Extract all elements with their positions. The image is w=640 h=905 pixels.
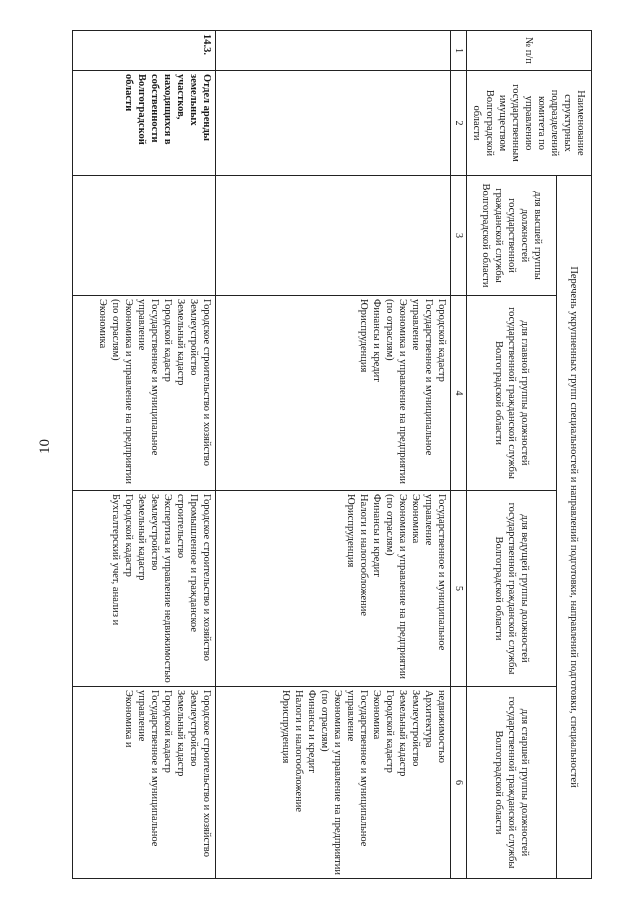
- specialty-item: Земельный кадастр: [175, 690, 186, 777]
- specialty-item: Экономика и управление на предприятии (по отраслям): [384, 299, 408, 484]
- page-number: 10: [37, 439, 53, 454]
- specialty-item: Экономика: [371, 690, 382, 740]
- header-division: Наименование структурных подразделений комитета по управлению государственным имуществом Волгоградской области: [467, 71, 592, 176]
- row-highest: [216, 176, 451, 296]
- row-leading: [73, 491, 216, 687]
- header-row-1: [557, 31, 592, 879]
- specialty-item: Землеустройство: [410, 690, 421, 767]
- header-main: для главной группы должностей государственной гражданской службы Волгоградской области: [467, 296, 557, 491]
- row-num: 14.3.: [73, 31, 216, 71]
- specialties-table: [72, 30, 592, 879]
- row-division: [216, 71, 451, 176]
- specialty-item: Юриспруденция: [280, 690, 291, 764]
- specialty-item: Юриспруденция: [358, 299, 369, 373]
- specialty-item: Городской кадастр: [162, 299, 173, 382]
- specialty-item: Финансы и кредит: [371, 494, 382, 577]
- row-division: Отдел аренды земельных участков, находящихся в собственности Волгоградской области: [73, 71, 216, 176]
- specialty-item: Городской кадастр: [162, 690, 173, 773]
- table-row: [216, 31, 451, 879]
- specialty-item: Архитектура: [423, 690, 434, 748]
- row-senior: [216, 687, 451, 879]
- specialty-item: Земельный кадастр: [136, 494, 147, 581]
- specialty-item: Экономика: [97, 299, 108, 349]
- specialty-item: Городское строительство и хозяйство: [201, 690, 212, 857]
- specialty-item: Финансы и кредит: [371, 299, 382, 382]
- specialty-item: Землеустройство: [149, 494, 160, 571]
- row-leading: [216, 491, 451, 687]
- header-highest: для высшей группы должностей государственной гражданской службы Волгоградской области: [467, 176, 557, 296]
- specialty-item: Городской кадастр: [123, 494, 134, 577]
- header-senior: для старшей группы должностей государственной гражданской службы Волгоградской области: [467, 687, 557, 879]
- col-number: 5: [451, 491, 467, 687]
- specialty-item: Финансы и кредит: [306, 690, 317, 773]
- specialty-item: Городской кадастр: [384, 690, 395, 773]
- specialty-item: Экспертиза и управление недвижимостью: [162, 494, 173, 683]
- specialty-item: Юриспруденция: [345, 494, 356, 568]
- specialty-item: Землеустройство: [188, 690, 199, 767]
- row-highest: [73, 176, 216, 296]
- specialty-item: Бухгалтерский учет, анализ и: [110, 494, 121, 626]
- specialty-item: Экономика и: [123, 690, 134, 748]
- specialty-item: Земельный кадастр: [397, 690, 408, 777]
- col-number: 1: [451, 31, 467, 71]
- col-number: 4: [451, 296, 467, 491]
- specialty-item: Государственное и муниципальное управление: [423, 494, 447, 651]
- header-leading: для ведущей группы должностей государственной гражданской службы Волгоградской области: [467, 491, 557, 687]
- col-number: 6: [451, 687, 467, 879]
- row-num: [216, 31, 451, 71]
- specialty-item: Городское строительство и хозяйство: [201, 299, 212, 466]
- specialty-item: Экономика и управление на предприятии (по отраслям): [110, 299, 134, 484]
- specialty-item: Землеустройство: [188, 299, 199, 376]
- specialty-item: Земельный кадастр: [175, 299, 186, 386]
- row-main: [73, 296, 216, 491]
- specialty-item: Городское строительство и хозяйство: [201, 494, 212, 661]
- rotated-table-wrapper: [72, 30, 592, 878]
- specialty-item: недвижимостью: [436, 690, 447, 763]
- column-numbers-row: [451, 31, 467, 879]
- specialty-item: Государственное и муниципальное управление: [136, 690, 160, 847]
- specialty-item: Налоги и налогообложение: [293, 690, 304, 813]
- header-group: Перечень укрупненных групп специальностей и направлений подготовки, направлений подготовки, специальностей: [557, 176, 592, 879]
- row-main: [216, 296, 451, 491]
- header-num: № п/п: [467, 31, 592, 71]
- col-number: 3: [451, 176, 467, 296]
- specialty-item: Городской кадастр: [436, 299, 447, 382]
- specialty-item: Налоги и налогообложение: [358, 494, 369, 617]
- specialty-item: Государственное и муниципальное управление: [136, 299, 160, 456]
- specialty-item: Государственное и муниципальное управление: [345, 690, 369, 847]
- specialty-item: Экономика и управление на предприятии (по отраслям): [384, 494, 408, 679]
- specialty-item: Экономика и управление на предприятии (по отраслям): [319, 690, 343, 875]
- table-row: [73, 31, 216, 879]
- col-number: 2: [451, 71, 467, 176]
- specialty-item: Промышленное и гражданское строительство: [175, 494, 199, 633]
- row-senior: [73, 687, 216, 879]
- specialty-item: Экономика: [410, 494, 421, 544]
- specialty-item: Государственное и муниципальное управление: [410, 299, 434, 456]
